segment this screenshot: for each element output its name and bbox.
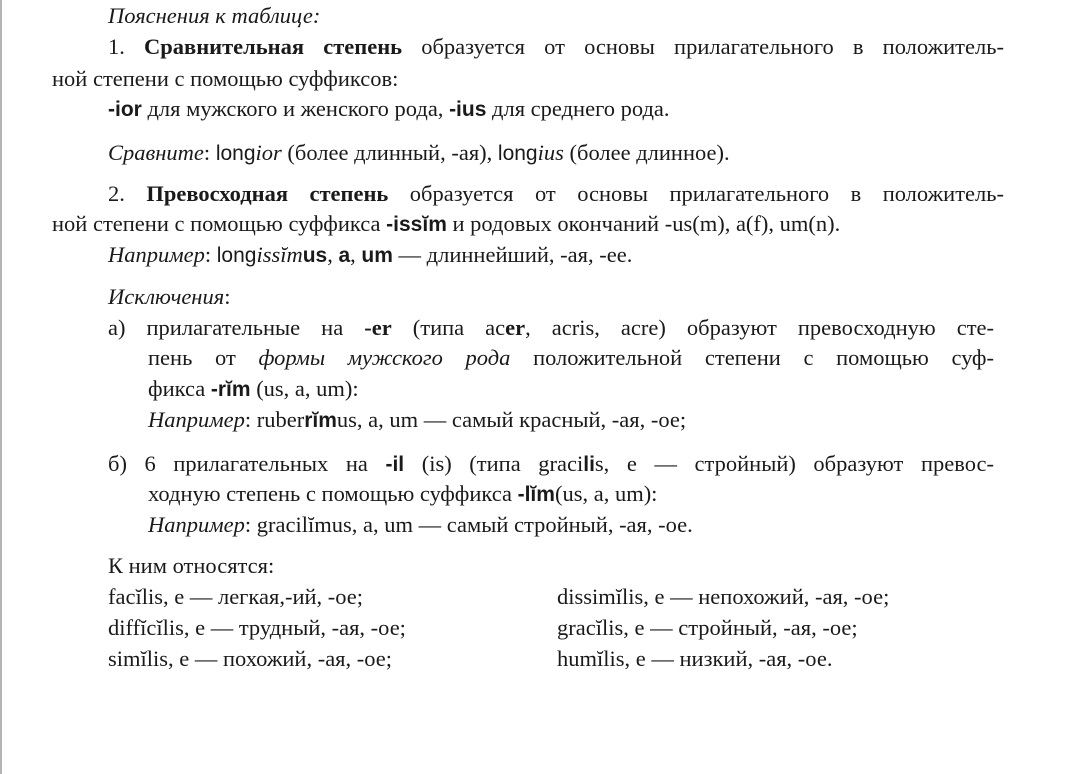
example-comma-2: , <box>350 242 362 267</box>
exception-a-text-a: а) прилагательные на <box>108 315 365 340</box>
p1-line-2: ной степени с помощью суффиксов: <box>52 66 399 91</box>
example-label: Например <box>108 242 205 267</box>
compare-word1-ending: ior <box>255 140 282 165</box>
exception-a-text-d: пень от <box>148 345 259 370</box>
example-gloss: — длиннейший, -ая, -ее. <box>392 242 633 267</box>
page-left-border <box>0 0 2 774</box>
p1-text-neut: для среднего рода. <box>486 96 670 121</box>
exception-a-text-f: фикса <box>148 376 211 401</box>
example-label: Например <box>148 407 245 432</box>
p1-line-1 <box>108 32 1004 62</box>
example-colon: : <box>204 242 217 267</box>
exception-b-line-1 <box>108 449 994 480</box>
exception-a-form: формы мужского рода <box>258 345 511 370</box>
example-colon: : <box>244 512 257 537</box>
compare-word2-gloss: (более длинное). <box>563 140 730 165</box>
exception-b-text-e: (us, a, um): <box>554 481 658 506</box>
p2-text: образуется от основы прилагательного в положитель- <box>388 181 1004 206</box>
suffix-lim: -lĭm <box>517 483 555 506</box>
example-stem: ruber <box>256 407 305 432</box>
compare-word1-gloss: (более длинный, -ая), <box>281 140 498 165</box>
compare-label: Сравните <box>108 140 204 165</box>
exception-a-line-2 <box>148 343 994 373</box>
compare-word1-stem: long <box>215 142 256 165</box>
suffix-ior: -ior <box>108 98 142 121</box>
p2-line-2 <box>52 209 840 240</box>
p1-text: образуется от основы прилагательного в положитель- <box>402 34 1004 59</box>
p1-text-masc: для мужского и женского рода, <box>141 96 450 121</box>
p2-term: Превосходная степень <box>146 181 389 206</box>
p2-text-a: ной степени с помощью суффикса <box>52 211 387 236</box>
p1-line-3 <box>108 94 670 125</box>
p2-text-b: и родовых окончаний -us(m), a(f), um(n). <box>446 211 841 236</box>
exceptions-heading <box>108 282 230 312</box>
example-suffix: issĭm <box>256 242 303 267</box>
list-item-right: humĭlis, e — низкий, -ая, -ое. <box>557 646 833 671</box>
list-item-left: simĭlis, e — похожий, -ая, -ое; <box>108 646 393 671</box>
suffix-er: -er <box>364 315 392 340</box>
exception-a-line-3 <box>148 374 359 405</box>
suffix-ius: -ius <box>449 98 487 121</box>
list-intro: К ним относятся: <box>108 553 275 578</box>
list-item-right: gracĭlis, e — стройный, -ая, -ое; <box>557 615 858 640</box>
example-ending-us: us <box>302 244 328 267</box>
exception-b-line-2 <box>148 479 657 510</box>
example-colon: : <box>244 407 257 432</box>
example-gloss: us, a, um — самый красный, -ая, -ое; <box>336 407 687 432</box>
exception-a-text-b: (типа ac <box>391 315 506 340</box>
exception-a-text-c: , acris, acre) образуют превосходную сте- <box>525 315 995 340</box>
list-item-left: facĭlis, e — легкая,-ий, -ое; <box>108 584 364 609</box>
compare-colon: : <box>203 140 216 165</box>
p2-number: 2. <box>108 181 147 206</box>
exceptions-label: Исключения <box>108 284 225 309</box>
exception-a-example <box>148 405 686 436</box>
suffix-rim: -rĭm <box>210 378 251 401</box>
exception-b-text-c: s, e — стройный) образуют превос- <box>594 451 994 476</box>
exceptions-colon: : <box>224 284 231 309</box>
p2-line-1 <box>108 179 1004 209</box>
example-ending-a: a <box>338 244 351 267</box>
exception-b-example <box>148 510 693 540</box>
example-suffix: rĭm <box>304 409 337 432</box>
p2-example <box>108 240 632 271</box>
example-gloss: gracilĭmus, a, um — самый стройный, -ая, -ое. <box>256 512 693 537</box>
list-item-right: dissimĭlis, e — непохожий, -ая, -ое; <box>557 584 890 609</box>
exception-b-li-bold: li <box>583 453 595 476</box>
example-ending-um: um <box>361 244 393 267</box>
suffix-issim: -issĭm <box>386 213 447 236</box>
exception-b-text-d: ходную степень с помощью суффикса <box>148 481 518 506</box>
compare-word2-stem: long <box>497 142 538 165</box>
exception-b-text-a: б) 6 прилагательных на <box>108 451 386 476</box>
suffix-il: -il <box>385 453 405 476</box>
p1-term: Сравнительная степень <box>144 34 403 59</box>
exception-a-er-bold: er <box>505 315 526 340</box>
exception-b-text-b: (is) (типа graci <box>404 451 584 476</box>
section-heading: Пояснения к таблице: <box>108 3 321 28</box>
list-item-left: diffĭcĭlis, e — трудный, -ая, -ое; <box>108 615 406 640</box>
p1-number: 1. <box>108 34 145 59</box>
compare-word2-ending: ius <box>537 140 564 165</box>
example-comma-1: , <box>327 242 339 267</box>
exception-a-text-g: (us, a, um): <box>250 376 359 401</box>
exception-a-text-e: положительной степени с помощью суф- <box>510 345 994 370</box>
example-label: Например <box>148 512 245 537</box>
example-stem: long <box>216 244 257 267</box>
compare-line <box>108 138 730 169</box>
exception-a-line-1 <box>108 313 994 343</box>
